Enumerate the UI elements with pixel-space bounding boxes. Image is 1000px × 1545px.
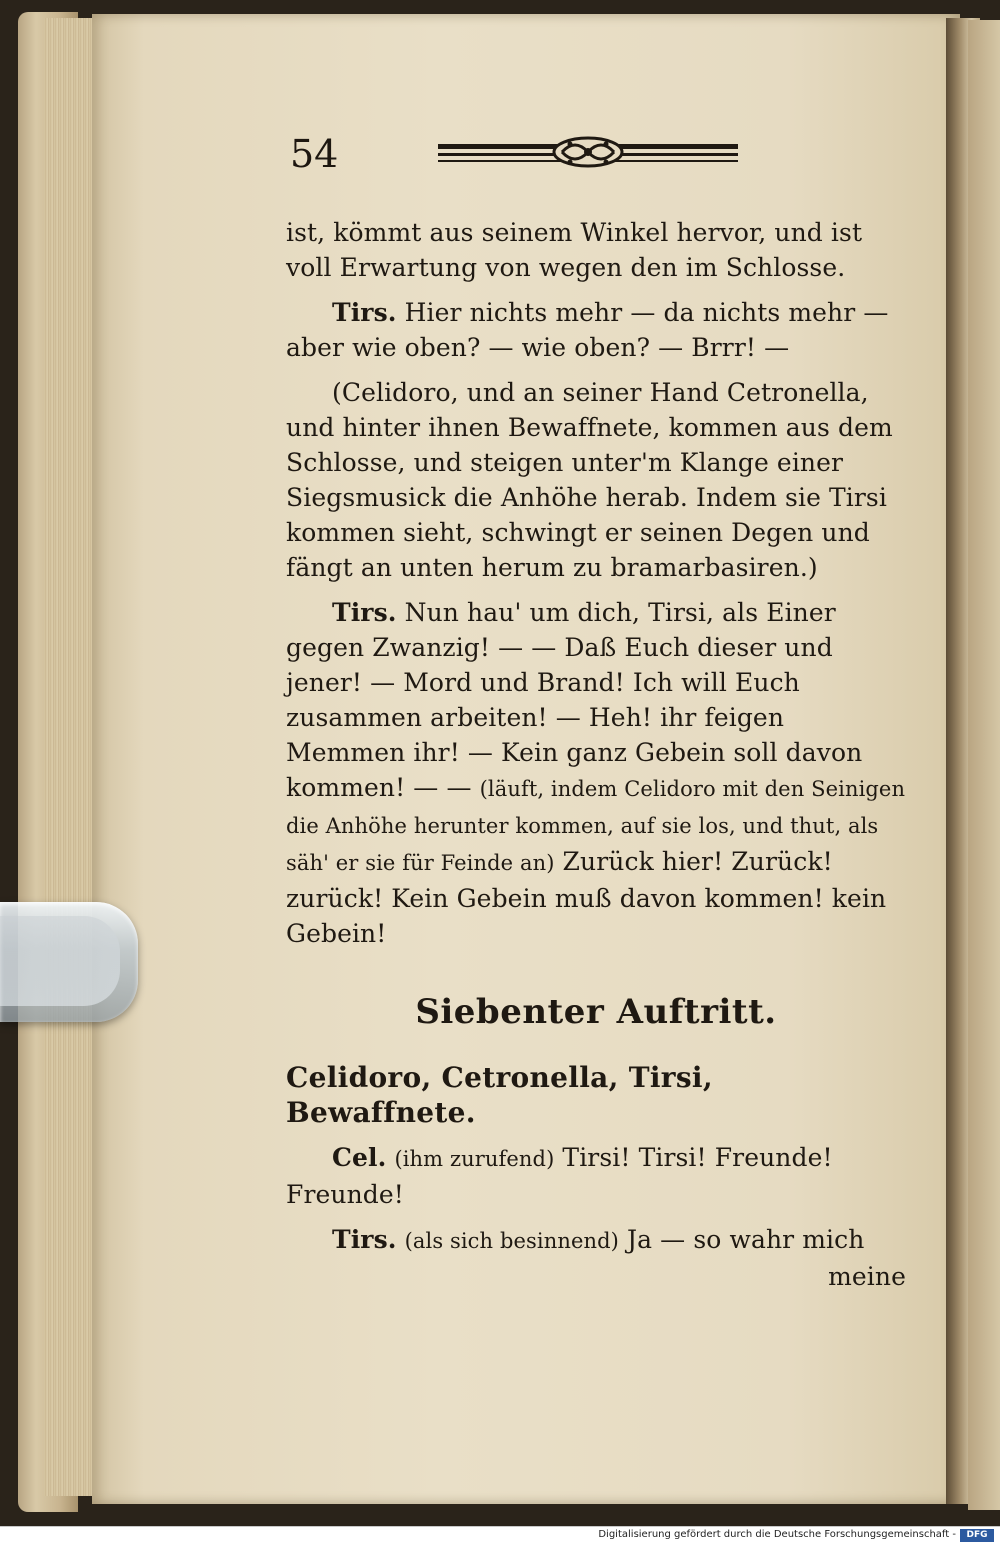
dialogue-text: Zurück hier! Zurück! zurück! Kein Gebein muß davon kommen! kein Gebein! — [286, 847, 887, 948]
stage-direction: (läuft, indem Celidoro mit den Seinigen die Anhöhe herunter kommen, auf sie los, und thut, als säh' er sie für Feinde an) — [286, 777, 906, 875]
dfg-logo: DFG — [960, 1529, 994, 1542]
footer-text: Digitalisierung gefördert durch die Deutsche Forschungsgemeinschaft - — [598, 1529, 956, 1540]
page-header — [290, 132, 750, 180]
speaker-name: Tirs. — [332, 598, 397, 627]
speaker-name: Cel. — [332, 1143, 387, 1172]
page-fore-edge — [44, 18, 96, 1496]
dialogue-line — [286, 1222, 906, 1259]
paragraph: ist, kömmt aus seinem Winkel hervor, und ist voll Erwartung von wegen den im Schlosse. — [286, 218, 863, 282]
dialogue-line — [286, 595, 906, 951]
dialogue-text: Ja — so wahr mich — [618, 1225, 865, 1254]
dialogue-text: Tirsi! Tirsi! Freunde! Freunde! — [286, 1143, 833, 1209]
facing-page-edge — [968, 20, 1000, 1510]
speaker-name: Tirs. — [332, 298, 397, 327]
footer-bar — [0, 1526, 1000, 1545]
dialogue-line — [286, 1140, 906, 1212]
dialogue-text: Nun hau' um dich, Tirsi, als Einer gegen Zwanzig! — — Daß Euch dieser und jener! — Mord und Brand! Ich will Euch zusammen arbeiten! — Heh! ihr feigen Memmen ihr! — Kein ganz Gebein soll davon kommen! — — — [286, 598, 863, 802]
stage-direction: (ihm zurufend) — [394, 1147, 555, 1171]
book-clip-inner — [0, 916, 120, 1006]
catchword: meine — [828, 1262, 906, 1291]
ornament-rule-icon — [438, 136, 738, 176]
speaker-name: Tirs. — [332, 1225, 397, 1254]
dialogue-text — [397, 1225, 405, 1254]
dialogue-text: Hier nichts mehr — da nichts mehr — aber wie oben? — wie oben? — Brrr! — — [286, 298, 889, 362]
book-clip-icon — [0, 902, 138, 1022]
page-text — [286, 215, 906, 1294]
scene-heading: Siebenter Auftritt. — [415, 992, 777, 1032]
cast-list: Celidoro, Cetronella, Tirsi, Bewaffnete. — [286, 1061, 713, 1129]
paragraph: (Celidoro, und an seiner Hand Cetronella, und hinter ihnen Bewaffnete, kommen aus dem Schlosse, und steigen unter'm Klange einer Siegsmusick die Anhöhe herab. Indem sie Tirsi kommen sieht, schwingt er seinen Degen und fängt an unten herum zu bramarbasiren.) — [286, 378, 893, 582]
dialogue-line — [286, 295, 906, 365]
page-number: 54 — [290, 132, 339, 176]
stage-direction: (als sich besinnend) — [404, 1229, 619, 1253]
